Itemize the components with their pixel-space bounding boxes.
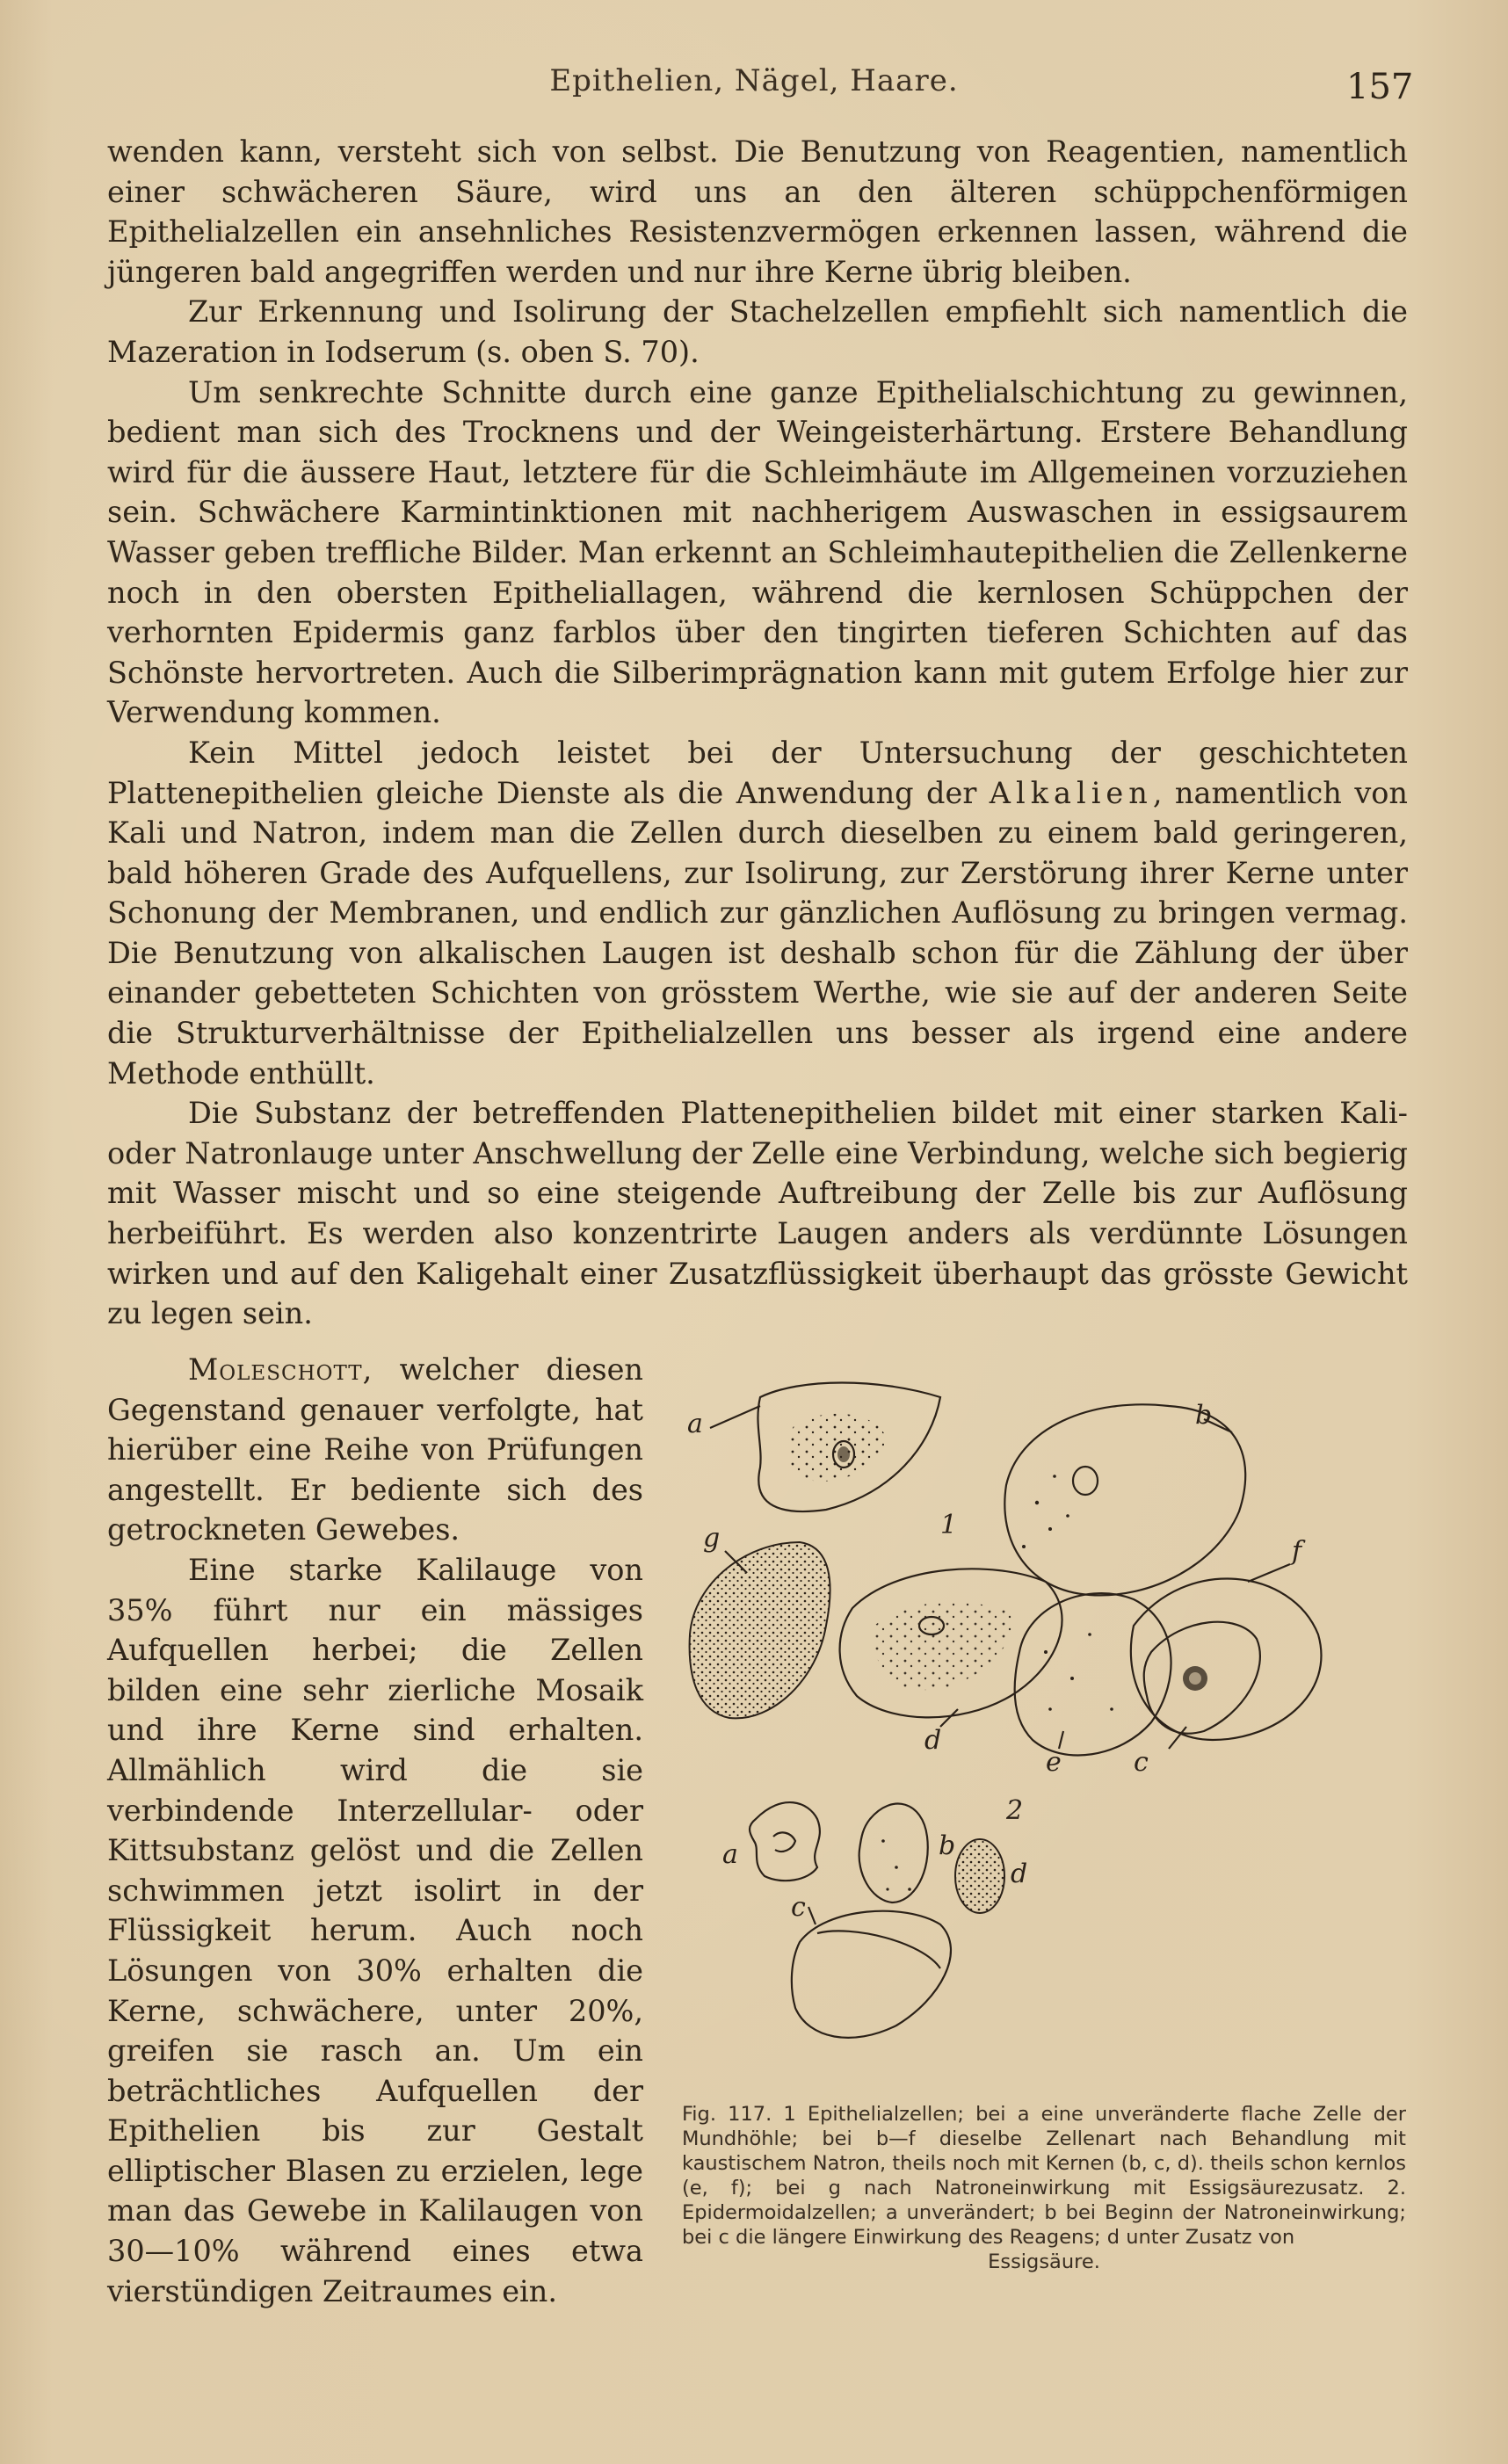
fig-label-c: c xyxy=(1134,1747,1149,1778)
paragraph-text: , namentlich von Kali und Natron, indem man die Zellen durch dieselben zu einem bald geringeren, bald höheren Grade des Aufquellens, zur Isolirung, zur Zerstörung ihrer Kerne unter Schonung der Membranen, und endlich zur gänzlichen Auflösung zu bringen vermag. Die Benutzung von alkalischen Laugen ist deshalb schon für die Zählung der über einander gebetteten Schichten von grösstem Werthe, wie sie auf der anderen Seite die Strukturverhältnisse der Epithelialzellen uns besser als irgend eine andere Methode enthüllt. xyxy=(107,775,1408,1091)
fig-label-e: e xyxy=(1046,1747,1062,1778)
emphasized-term: Alkalien xyxy=(989,775,1153,810)
page-number: 157 xyxy=(1346,67,1414,107)
cell-g xyxy=(690,1542,830,1718)
epidermoid-cell-b xyxy=(859,1804,928,1902)
figure-caption xyxy=(682,2102,1406,2274)
paragraph: Eine starke Kalilauge von 35% führt nur ein mässiges Aufquellen herbei; die Zellen bilden eine sehr zierliche Mosaik und ihre Kerne sind erhalten. Allmählich wird die sie verbindende Interzellular- oder Kittsubstanz gelöst und die Zellen schwimmen jetzt isolirt in der Flüssigkeit herum. Auch noch Lösungen von 30% erhalten die Kerne, schwächere, unter 20%, greifen sie rasch an. Um ein beträchtliches Aufquellen der Epithelien bis zur Gestalt elliptischer Blasen zu erzielen, lege man das Gewebe in Kalilaugen von 30—10% während eines etwa vierstündigen Zeitraumes ein. xyxy=(107,1552,643,2308)
left-column-text xyxy=(107,1350,643,2311)
figure-117 xyxy=(677,1362,1424,2083)
main-text-block xyxy=(107,132,1408,1334)
fig-label-a: a xyxy=(687,1409,703,1439)
fig-number-1: 1 xyxy=(940,1510,958,1540)
paragraph: Zur Erkennung und Isolirung der Stachelzellen empfiehlt sich namentlich die Mazeration in Iodserum (s. oben S. 70). xyxy=(107,294,1408,369)
cell-illustration xyxy=(677,1362,1424,2083)
author-name: Moleschott xyxy=(188,1352,363,1387)
fig-number-2: 2 xyxy=(1006,1795,1024,1826)
fig2-label-c: c xyxy=(791,1892,806,1923)
epidermoid-cell-d xyxy=(955,1839,1004,1913)
paragraph xyxy=(107,1350,643,1550)
paragraph-text: , welcher diesen Gegenstand genauer verfolgte, hat hierüber eine Reihe von Prüfungen angestellt. Er bediente sich des getrockneten Gewebes. xyxy=(107,1352,643,1547)
cell-f xyxy=(1131,1578,1322,1740)
paragraph xyxy=(107,733,1408,1093)
fig2-label-a: a xyxy=(722,1839,738,1870)
fig2-label-b: b xyxy=(939,1830,956,1861)
paragraph: Die Substanz der betreffenden Plattenepithelien bildet mit einer starken Kali- oder Natronlauge unter Anschwellung der Zelle eine Verbindung, welche sich begierig mit Wasser mischt und so eine steigende Auftreibung der Zelle bis zur Auflösung herbeiführt. Es werden also konzentrirte Laugen anders als verdünnte Lösungen wirken und auf den Kaligehalt einer Zusatzflüssigkeit überhaupt das grösste Gewicht zu legen sein. xyxy=(107,1096,1408,1331)
fig-label-f: f xyxy=(1292,1536,1302,1567)
fig-label-d: d xyxy=(924,1725,942,1756)
fig-label-b: b xyxy=(1195,1400,1213,1431)
caption-text: Fig. 117. 1 Epithelialzellen; bei a eine unveränderte flache Zelle der Mundhöhle; bei b—f dieselbe Zellenart nach Behandlung mit kaustischem Natron, theils noch mit Kernen (b, c, d). theils schon kernlos (e, f); bei g nach Natroneinwirkung mit Essigsäurezusatz. 2. Epidermoidalzellen; a unverändert; b bei Beginn der Natroneinwirkung; bei c die längere Einwirkung des Reagens; d unter Zusatz von xyxy=(682,2103,1406,2249)
fig2-label-d: d xyxy=(1011,1859,1028,1889)
epidermoid-cell-a xyxy=(750,1802,820,1881)
paragraph: wenden kann, versteht sich von selbst. Die Benutzung von Reagentien, namentlich einer schwächeren Säure, wird uns an den älteren schüppchenförmigen Epithelialzellen ein ansehnliches Resistenzvermögen erkennen lassen, während die jüngeren bald angegriffen werden und nur ihre Kerne übrig bleiben. xyxy=(107,134,1408,289)
cell-b xyxy=(1004,1404,1245,1595)
running-title: Epithelien, Nägel, Haare. xyxy=(549,63,959,98)
epidermoid-cell-c xyxy=(792,1911,951,2038)
nucleus-b xyxy=(1073,1467,1098,1495)
paragraph-text: Kein Mittel jedoch leistet bei der Untersuchung der geschichteten Plattenepithelien gleiche Dienste als die Anwendung der xyxy=(107,735,1408,810)
fig-label-g: g xyxy=(703,1523,721,1554)
caption-end: Essigsäure. xyxy=(988,2250,1100,2273)
paragraph: Um senkrechte Schnitte durch eine ganze Epithelialschichtung zu gewinnen, bedient man sich des Trocknens und der Weingeisterhärtung. Erstere Behandlung wird für die äussere Haut, letztere für die Schleimhäute im Allgemeinen vorzuziehen sein. Schwächere Karmintinktionen mit nachherigem Auswaschen in essigsaurem Wasser geben treffliche Bilder. Man erkennt an Schleimhautepithelien die Zellenkerne noch in den obersten Epitheliallagen, während die kernlosen Schüppchen der verhornten Epidermis ganz farblos über den tingirten tieferen Schichten auf das Schönste hervortreten. Auch die Silberimprägnation kann mit gutem Erfolge hier zur Verwendung kommen. xyxy=(107,374,1408,730)
